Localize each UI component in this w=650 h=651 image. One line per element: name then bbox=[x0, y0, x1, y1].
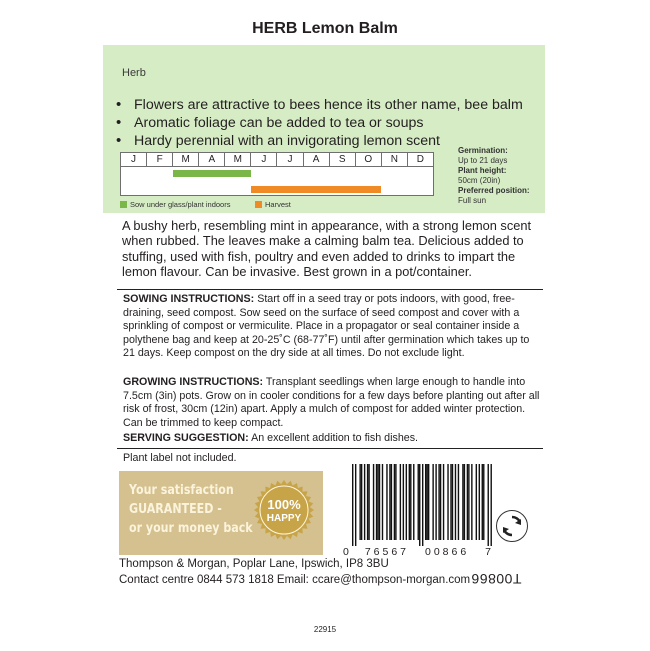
sowing-text: Start off in a seed tray or pots indoors, with good, free-draining, seed compost. Sow seed on the surface of seed compost and cover with a sprinkling of compost or vermiculite. Place in a propagator or seal container inside a polythene bag and keep at 20-25˚C (68-77˚F) until after germination which takes up to 21 days. Keep compost on the dry side at all times. Do not exclude light. bbox=[123, 293, 530, 359]
seal-happy: HAPPY bbox=[266, 513, 302, 524]
sowing-heading: SOWING INSTRUCTIONS: bbox=[123, 293, 255, 305]
barcode-bar bbox=[428, 464, 429, 540]
harvest-swatch bbox=[255, 201, 262, 208]
label-note: Plant label not included. bbox=[123, 452, 237, 464]
barcode-bar bbox=[376, 464, 377, 540]
barcode-bar bbox=[422, 464, 423, 546]
month-cell: A bbox=[199, 153, 225, 166]
barcode-bar bbox=[352, 464, 353, 546]
position-label: Preferred position: bbox=[458, 186, 530, 195]
legend-harvest bbox=[255, 200, 291, 209]
plant-info bbox=[458, 146, 530, 206]
serving-text: An excellent addition to fish dishes. bbox=[248, 432, 419, 444]
month-cell: A bbox=[304, 153, 330, 166]
month-cell: D bbox=[416, 154, 425, 165]
barcode-bar bbox=[482, 464, 483, 540]
barcode-bar bbox=[373, 464, 374, 540]
serving-suggestion bbox=[123, 432, 543, 446]
guarantee-line: Your satisfaction bbox=[129, 483, 234, 498]
barcode-bar bbox=[355, 464, 356, 546]
description: A bushy herb, resembling mint in appearance, with a strong lemon scent when rubbed. The leaves make a calming balm tea. Delicious added to stuffing, used with fish, poultry and even added to drinks to impart the lemon flavour. Can be invasive. Best grown in a pot/container. bbox=[122, 218, 532, 279]
sow-period-bar bbox=[173, 170, 251, 177]
guarantee-text bbox=[129, 481, 253, 538]
month-cell: J bbox=[121, 153, 147, 166]
serving-heading: SERVING SUGGESTION: bbox=[123, 432, 249, 444]
barcode-bar bbox=[464, 464, 465, 540]
barcode-digit: 0 bbox=[343, 546, 349, 558]
barcode-bar bbox=[438, 464, 439, 540]
feature-bullets bbox=[116, 96, 523, 150]
barcode-bar bbox=[379, 464, 380, 540]
height-value: 50cm (20in) bbox=[458, 176, 501, 185]
month-cell: F bbox=[147, 153, 173, 166]
guarantee-seal-icon bbox=[253, 479, 315, 541]
sowing-instructions bbox=[123, 293, 543, 361]
barcode-bar bbox=[440, 464, 441, 540]
barcode-bar bbox=[432, 464, 433, 540]
growing-text: Transplant seedlings when large enough to handle into 7.5cm (3in) pots. Grow on in cooler conditions for a few days before planting out after all risk of frost, 30cm (12in) apart. Apply a mulch of compost for added winter protection. Can be trimmed to keep compact. bbox=[123, 376, 540, 429]
barcode-bar bbox=[491, 464, 492, 546]
germination-label: Germination: bbox=[458, 146, 508, 155]
barcode-bar bbox=[377, 464, 378, 540]
barcode-bar bbox=[447, 464, 448, 540]
month-cell: S bbox=[330, 153, 356, 166]
germination-value: Up to 21 days bbox=[458, 156, 508, 165]
legend-harvest-label: Harvest bbox=[265, 200, 291, 209]
legend-sow bbox=[120, 200, 230, 209]
month-cell: J bbox=[277, 153, 303, 166]
bullet-item: • Hardy perennial with an invigorating lemon scent bbox=[116, 132, 523, 150]
barcode-bar bbox=[468, 464, 469, 540]
product-code: T00866 bbox=[471, 571, 522, 587]
barcode-bar bbox=[368, 464, 369, 540]
bullet-item: • Aromatic foliage can be added to tea or soups bbox=[116, 114, 523, 132]
growing-heading: GROWING INSTRUCTIONS: bbox=[123, 376, 264, 388]
barcode-bar bbox=[409, 464, 410, 540]
barcode-bar bbox=[361, 464, 362, 540]
guarantee-line: or your money back bbox=[129, 521, 253, 536]
barcode-bar bbox=[364, 464, 365, 540]
month-cell: M bbox=[173, 153, 199, 166]
barcode-digit: 7 bbox=[485, 546, 491, 558]
barcode-bar bbox=[455, 464, 456, 540]
calendar-months bbox=[121, 153, 433, 167]
contact-info bbox=[119, 556, 470, 588]
divider bbox=[117, 289, 543, 290]
month-cell: O bbox=[356, 153, 382, 166]
barcode-bar bbox=[471, 464, 472, 540]
barcode-bar bbox=[483, 464, 484, 540]
barcode-bar bbox=[391, 464, 392, 540]
barcode-bar bbox=[458, 464, 459, 540]
barcode-bar bbox=[403, 464, 404, 540]
barcode-bar bbox=[359, 464, 360, 540]
phone-email: Contact centre 0844 573 1818 Email: ccare@thompson-morgan.com bbox=[119, 574, 471, 586]
recycle-icon bbox=[496, 510, 528, 542]
sow-swatch bbox=[120, 201, 127, 208]
guarantee-line: GUARANTEED - bbox=[129, 502, 222, 517]
barcode-bar bbox=[400, 464, 401, 540]
barcode-bar bbox=[410, 464, 411, 540]
barcode-bar bbox=[488, 464, 489, 546]
barcode-bar bbox=[425, 464, 426, 540]
barcode-bar bbox=[389, 464, 390, 540]
barcode-bar bbox=[386, 464, 387, 540]
seal-percent: 100% bbox=[267, 497, 301, 512]
barcode-bar bbox=[467, 464, 468, 540]
barcode-bar bbox=[394, 464, 395, 540]
barcode-bar bbox=[382, 464, 383, 540]
barcode-bar bbox=[419, 464, 420, 546]
barcode-bar bbox=[406, 464, 407, 540]
sowing-calendar bbox=[120, 152, 434, 196]
legend-sow-label: Sow under glass/plant indoors bbox=[130, 200, 231, 209]
barcode-bar bbox=[443, 464, 444, 540]
harvest-period-bar bbox=[251, 186, 381, 193]
barcode-bar bbox=[367, 464, 368, 540]
bullet-item: • Flowers are attractive to bees hence its other name, bee balm bbox=[116, 96, 523, 114]
barcode-bar bbox=[418, 464, 419, 540]
category-label: Herb bbox=[122, 67, 146, 79]
footer-code: 22915 bbox=[313, 625, 337, 634]
barcode-bar bbox=[462, 464, 463, 540]
barcode-bar bbox=[476, 464, 477, 540]
height-label: Plant height: bbox=[458, 166, 507, 175]
barcode-bar bbox=[395, 464, 396, 540]
address: Thompson & Morgan, Poplar Lane, Ipswich, IP8 3BU bbox=[119, 558, 389, 570]
barcode-bar bbox=[426, 464, 427, 540]
page-title: HERB Lemon Balm bbox=[252, 20, 398, 37]
barcode-bar bbox=[450, 464, 451, 540]
barcode-bar bbox=[452, 464, 453, 540]
month-cell: J bbox=[251, 153, 277, 166]
month-cell: N bbox=[382, 153, 408, 166]
barcode-digits: 76567 bbox=[364, 546, 410, 558]
divider bbox=[117, 448, 543, 449]
month-cell: M bbox=[225, 153, 251, 166]
growing-instructions bbox=[123, 376, 543, 430]
barcode-bar bbox=[435, 464, 436, 540]
barcode-image bbox=[352, 464, 492, 546]
position-value: Full sun bbox=[458, 196, 487, 205]
barcode-digits: 00866 bbox=[424, 546, 470, 558]
barcode-bar bbox=[413, 464, 414, 540]
barcode-bar bbox=[479, 464, 480, 540]
